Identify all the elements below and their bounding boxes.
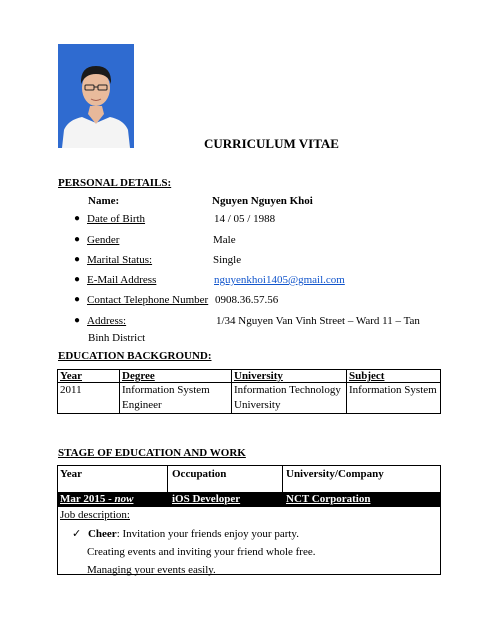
bullet-icon: ● xyxy=(74,254,81,265)
stage-header-row xyxy=(58,466,440,490)
stage-table xyxy=(57,465,441,575)
table-header-row xyxy=(58,370,441,383)
description-line: Creating events and inviting your friend whole free. xyxy=(87,546,316,558)
degree-line: Information System xyxy=(122,384,210,396)
university-line: Information Technology xyxy=(234,384,341,396)
detail-label: Date of Birth xyxy=(87,213,146,225)
entry-year-now: now xyxy=(114,493,134,505)
name-label: Name: xyxy=(88,195,120,207)
bullet-icon: ● xyxy=(74,315,81,326)
cell-university xyxy=(232,383,347,414)
col-degree: Degree xyxy=(120,370,232,383)
detail-value: 1/34 Nguyen Van Vinh Street – Ward 11 – Tan xyxy=(216,315,420,327)
cell-year: 2011 xyxy=(58,383,120,414)
stage-heading: STAGE OF EDUCATION AND WORK xyxy=(58,447,246,459)
detail-value: 0908.36.57.56 xyxy=(215,294,279,306)
person-portrait xyxy=(58,44,134,148)
detail-value: Single xyxy=(213,254,242,266)
email-link[interactable]: nguyenkhoi1405@gmail.com xyxy=(214,274,345,286)
col-university: University xyxy=(232,370,347,383)
bullet-icon: ● xyxy=(74,213,81,224)
col-university-company: University/Company xyxy=(286,468,384,480)
detail-label: Address: xyxy=(87,315,127,327)
detail-value: 14 / 05 / 1988 xyxy=(214,213,276,225)
col-occupation: Occupation xyxy=(172,468,227,480)
cell-degree xyxy=(120,383,232,414)
university-line: University xyxy=(234,399,281,411)
project-line xyxy=(72,526,299,542)
personal-details-heading: PERSONAL DETAILS: xyxy=(58,177,172,189)
detail-label: E-Mail Address xyxy=(87,274,157,286)
detail-label: Gender xyxy=(87,234,120,246)
name-value: Nguyen Nguyen Khoi xyxy=(212,195,313,207)
entry-company: NCT Corporation xyxy=(286,493,371,505)
col-year: Year xyxy=(58,370,120,383)
address-continuation: Binh District xyxy=(88,332,146,344)
bullet-icon: ● xyxy=(74,274,81,285)
job-description-label: Job description: xyxy=(60,509,130,521)
entry-occupation: iOS Developer xyxy=(172,493,241,505)
education-heading: EDUCATION BACKGROUND: xyxy=(58,350,212,362)
document-title: CURRICULUM VITAE xyxy=(204,136,339,151)
check-icon: ✓ xyxy=(72,528,82,540)
cell-subject: Information System xyxy=(347,383,441,414)
stage-entry-row xyxy=(58,492,440,506)
detail-value: Male xyxy=(213,234,236,246)
col-subject: Subject xyxy=(347,370,441,383)
education-table xyxy=(57,369,441,414)
detail-label: Marital Status: xyxy=(87,254,153,266)
project-description: : Invitation your friends enjoy your party. xyxy=(116,528,299,540)
entry-year-start: Mar 2015 - xyxy=(60,493,115,505)
bullet-icon: ● xyxy=(74,294,81,305)
description-line: Managing your events easily. xyxy=(87,564,216,576)
degree-line: Engineer xyxy=(122,399,162,411)
col-year: Year xyxy=(60,468,82,480)
entry-year xyxy=(60,492,133,506)
table-row xyxy=(58,383,441,414)
project-name: Cheer xyxy=(87,528,117,540)
detail-label: Contact Telephone Number xyxy=(87,294,209,306)
bullet-icon: ● xyxy=(74,234,81,245)
profile-photo xyxy=(58,44,134,148)
